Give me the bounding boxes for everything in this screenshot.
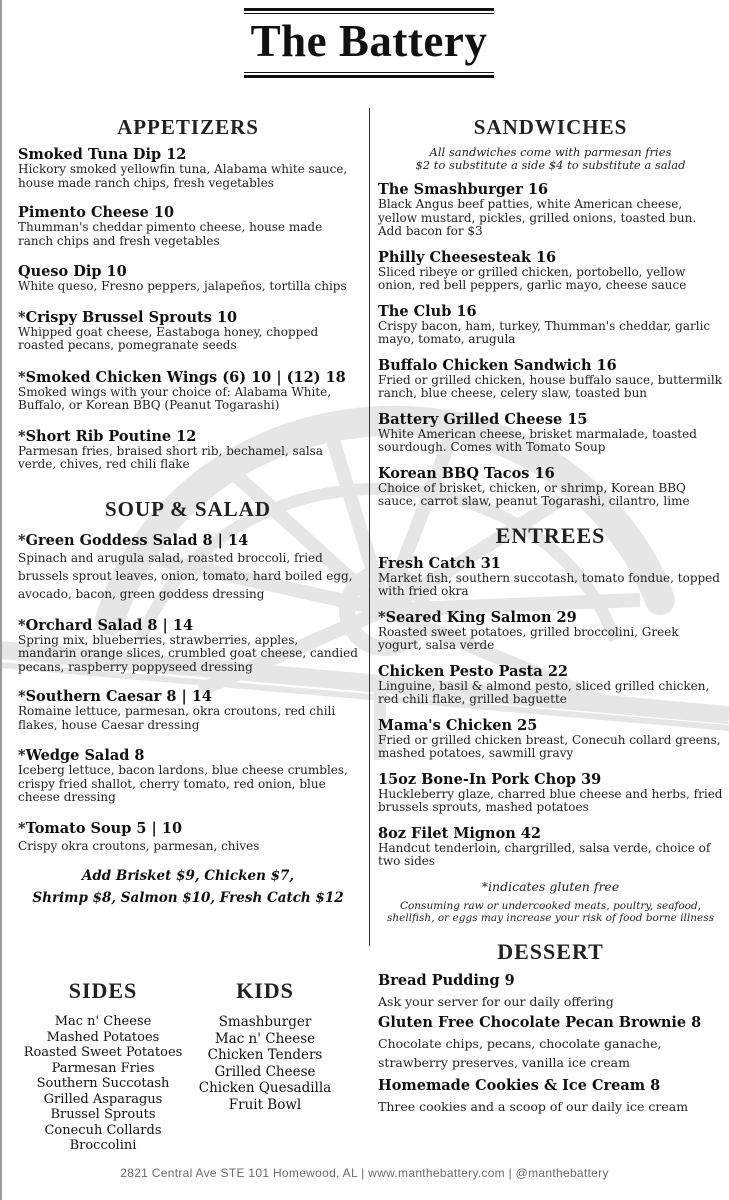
item-desc: Hickory smoked yellowfin tuna, Alabama white sauce, house made ranch chips, fresh vegetables: [18, 162, 348, 190]
menu-item: [18, 263, 358, 294]
sides-section: [14, 978, 192, 1154]
side-item: Conecuh Collards: [44, 1122, 162, 1138]
item-name: *Orchard Salad 8 | 14: [18, 616, 194, 634]
menu-item: [18, 820, 358, 855]
side-item: Southern Succotash: [36, 1076, 170, 1091]
food-warning-1: Consuming raw or undercooked meats, poultry, seafood,: [399, 899, 702, 912]
kids-item: Chicken Quesadilla: [198, 1080, 332, 1096]
appetizers-heading: APPETIZERS: [117, 115, 259, 139]
item-name: *Smoked Chicken Wings (6) 10 | (12) 18: [18, 368, 346, 386]
gluten-free-note: *indicates gluten free: [481, 878, 620, 894]
item-desc: Parmesan fries, braised short rib, bechamel, salsa verde, chives, red chili flake: [18, 443, 323, 471]
menu-item: [18, 688, 358, 732]
item-desc: Crispy bacon, ham, turkey, Thumman's cheddar, garlic mayo, tomato, arugula: [378, 318, 711, 346]
item-name: Homemade Cookies & Ice Cream 8: [378, 1076, 661, 1094]
item-name: Pimento Cheese 10: [18, 204, 175, 221]
entrees-heading: ENTREES: [495, 522, 606, 548]
kids-item: Mac n' Cheese: [214, 1030, 316, 1047]
item-desc: Spinach and arugula salad, roasted broccoli, fried brussels sprout leaves, onion, tomato, hard boiled egg, avocado, bacon, green goddess dressing: [18, 550, 353, 601]
item-desc: Romaine lettuce, parmesan, okra croutons, red chili flakes, house Caesar dressing: [18, 704, 336, 732]
kids-item: Fruit Bowl: [228, 1096, 302, 1113]
item-desc: Fried or grilled chicken breast, Conecuh collard greens, mashed potatoes, sawmill gravy: [378, 732, 721, 760]
item-desc: Choice of brisket, chicken, or shrimp, Korean BBQ sauce, carrot slaw, peanut Togarashi, cilantro, lime: [378, 480, 690, 508]
item-name: Mama's Chicken 25: [378, 716, 538, 734]
item-desc: Fried or grilled chicken, house buffalo sauce, buttermilk ranch, blue cheese, celery slaw, toasted bun: [378, 372, 722, 400]
kids-item: Grilled Cheese: [214, 1063, 316, 1080]
item-name: *Crispy Brussel Sprouts 10: [18, 308, 238, 326]
kids-item: Chicken Tenders: [207, 1047, 323, 1063]
menu-item: [378, 1014, 723, 1072]
title-rule-top-thin: [244, 13, 494, 14]
item-name: Smoked Tuna Dip 12: [18, 146, 187, 163]
restaurant-title: The Battery: [250, 16, 488, 66]
item-name: Chicken Pesto Pasta 22: [378, 662, 568, 680]
item-desc: Ask your server for our daily offering: [378, 993, 614, 1009]
menu-item: [378, 357, 723, 401]
menu-item: [18, 146, 358, 190]
item-name: Bread Pudding 9: [378, 971, 515, 989]
footer-address: 2821 Central Ave STE 101 Homewood, AL | www.manthebattery.com | @manthebattery: [120, 1166, 609, 1180]
kids-list: [186, 1014, 344, 1113]
left-column: [18, 114, 358, 909]
item-desc: Spring mix, blueberries, strawberries, apples, mandarin orange slices, crumbled goat cheese, candied pecans, raspberry poppyseed dressing: [18, 632, 358, 674]
side-item: Parmesan Fries: [51, 1060, 155, 1076]
item-desc: Crispy okra croutons, parmesan, chives: [18, 838, 260, 853]
sandwich-note-1: All sandwiches come with parmesan fries: [429, 145, 672, 159]
sides-list: [14, 1014, 192, 1154]
side-item: Mac n' Cheese: [54, 1014, 152, 1029]
item-name: *Green Goddess Salad 8 | 14: [18, 531, 249, 549]
item-name: The Club 16: [378, 302, 477, 320]
menu-item: [18, 532, 358, 603]
item-name: The Smashburger 16: [378, 181, 549, 198]
menu-item: [18, 369, 358, 413]
side-item: Mashed Potatoes: [46, 1029, 160, 1045]
menu-item: [378, 771, 723, 815]
menu-item: [378, 609, 723, 653]
side-item: Brussel Sprouts: [50, 1107, 156, 1122]
item-desc: Three cookies and a scoop of our daily ice cream: [378, 1098, 689, 1114]
menu-item: [18, 617, 358, 675]
item-desc: White queso, Fresno peppers, jalapeños, tortilla chips: [18, 279, 347, 293]
item-desc: Linguine, basil & almond pesto, sliced grilled chicken, red chili flake, grilled baguette: [378, 678, 710, 706]
sandwich-note-2: $2 to substitute a side $4 to substitute a salad: [415, 158, 686, 172]
menu-item: [378, 663, 723, 707]
item-name: Philly Cheesesteak 16: [378, 248, 557, 266]
item-desc: Handcut tenderloin, chargrilled, salsa verde, choice of two sides: [378, 840, 711, 868]
menu-item: [378, 972, 723, 1009]
item-desc: Chocolate chips, pecans, chocolate ganache, strawberry preserves, vanilla ice cream: [378, 1035, 662, 1070]
item-desc: Thumman's cheddar pimento cheese, house made ranch chips and fresh vegetables: [18, 220, 323, 248]
side-item: Roasted Sweet Potatoes: [23, 1045, 183, 1060]
menu-item: [378, 465, 723, 509]
dessert-heading: DESSERT: [497, 938, 604, 964]
menu-item: [378, 555, 723, 599]
left-edge-rule: [0, 0, 2, 1200]
item-name: Fresh Catch 31: [378, 554, 501, 572]
kids-section: [186, 978, 344, 1113]
item-name: 15oz Bone-In Pork Chop 39: [378, 770, 602, 788]
item-name: *Tomato Soup 5 | 10: [18, 819, 183, 837]
item-name: Queso Dip 10: [18, 263, 127, 280]
title-rule-top: [244, 8, 494, 11]
item-desc: Roasted sweet potatoes, grilled broccolini, Greek yogurt, salsa verde: [378, 624, 679, 652]
item-name: *Wedge Salad 8: [18, 747, 145, 764]
item-name: *Seared King Salmon 29: [378, 608, 577, 626]
item-name: *Short Rib Poutine 12: [18, 427, 197, 445]
soup-salad-heading: SOUP & SALAD: [104, 496, 272, 521]
menu-item: [378, 411, 723, 455]
menu-item: [378, 249, 723, 293]
menu-item: [18, 309, 358, 353]
item-desc: Smoked wings with your choice of: Alabama White, Buffalo, or Korean BBQ (Peanut Togarashi): [18, 384, 332, 412]
item-desc: Iceberg lettuce, bacon lardons, blue cheese crumbles, crispy fried shallot, cherry tomato, red onion, blue cheese dressing: [18, 763, 348, 804]
menu-item: [18, 747, 358, 805]
sides-heading: SIDES: [68, 978, 138, 1003]
item-name: 8oz Filet Mignon 42: [378, 824, 542, 842]
kids-heading: KIDS: [236, 978, 294, 1003]
kids-item: Smashburger: [218, 1014, 312, 1030]
column-divider: [369, 108, 370, 946]
menu-item: [378, 181, 723, 239]
item-name: *Southern Caesar 8 | 14: [18, 688, 213, 705]
title-rules-bottom: [244, 72, 494, 78]
addons-line-1: Add Brisket $9, Chicken $7,: [81, 867, 295, 884]
menu-item: [378, 717, 723, 761]
sandwiches-heading: SANDWICHES: [473, 115, 628, 139]
title-block: [244, 8, 494, 78]
item-desc: Whipped goat cheese, Eastaboga honey, chopped roasted pecans, pomegranate seeds: [18, 324, 319, 352]
item-desc: Black Angus beef patties, white American cheese, yellow mustard, pickles, grilled onions, toasted bun. Add bacon for $3: [378, 197, 697, 238]
menu-item: [378, 1077, 723, 1114]
item-desc: White American cheese, brisket marmalade, toasted sourdough. Comes with Tomato Soup: [378, 426, 697, 454]
menu-item: [378, 825, 723, 869]
item-name: Buffalo Chicken Sandwich 16: [378, 356, 617, 374]
addons-line-2: Shrimp $8, Salmon $10, Fresh Catch $12: [32, 889, 344, 906]
side-item: Grilled Asparagus: [43, 1091, 163, 1107]
item-desc: Huckleberry glaze, charred blue cheese and herbs, fried brussels sprouts, mashed potatoes: [378, 786, 723, 814]
menu-item: [378, 303, 723, 347]
item-name: Korean BBQ Tacos 16: [378, 464, 555, 482]
food-warning-2: shellfish, or eggs may increase your risk of food borne illness: [386, 912, 715, 924]
item-name: Gluten Free Chocolate Pecan Brownie 8: [378, 1013, 702, 1031]
item-desc: Sliced ribeye or grilled chicken, portobello, yellow onion, red bell peppers, garlic mayo, cheese sauce: [378, 264, 687, 292]
item-desc: Market fish, southern succotash, tomato fondue, topped with fried okra: [378, 570, 720, 598]
menu-item: [18, 204, 358, 248]
item-name: Battery Grilled Cheese 15: [378, 410, 588, 428]
right-column: [378, 114, 723, 1114]
menu-item: [18, 428, 358, 472]
side-item: Broccolini: [69, 1138, 137, 1153]
